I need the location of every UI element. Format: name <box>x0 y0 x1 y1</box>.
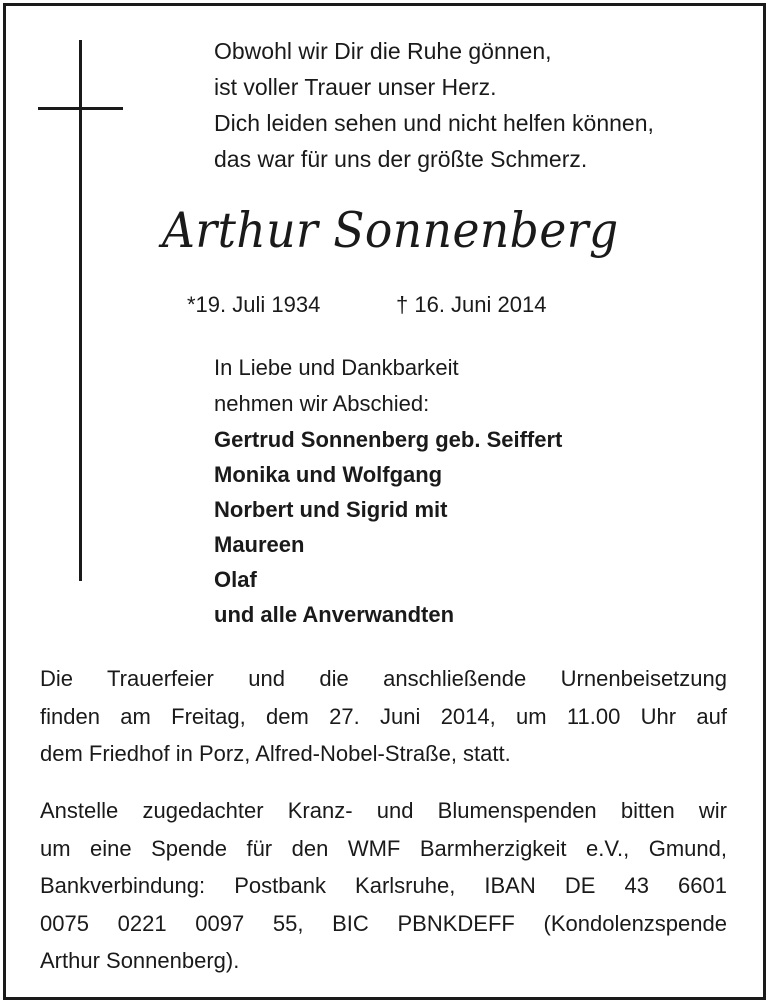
mourner-name: Olaf <box>214 567 257 592</box>
funeral-notice-line: dem Friedhof in Porz, Alfred-Nobel-Straße, statt. <box>40 741 511 766</box>
poem-line: Dich leiden sehen und nicht helfen können, <box>214 110 654 136</box>
donation-notice-line: um eine Spende für den WMF Barmherzigkeit e.V., Gmund, <box>40 835 727 861</box>
farewell-line: In Liebe und Dankbarkeit <box>214 355 459 380</box>
cross-icon-crossbar <box>38 107 123 110</box>
mourner-name: Norbert und Sigrid mit <box>214 497 448 522</box>
mourner-name: Monika und Wolfgang <box>214 462 443 487</box>
funeral-notice-line: finden am Freitag, dem 27. Juni 2014, um 11.00 Uhr auf <box>40 703 727 729</box>
cross-icon <box>79 40 82 581</box>
farewell-text <box>214 350 459 422</box>
birth-date: *19. Juli 1934 <box>187 292 321 317</box>
funeral-notice-line: Die Trauerfeier und die anschließende Urnenbeisetzung <box>40 666 727 691</box>
death-date: † 16. Juni 2014 <box>396 292 547 317</box>
donation-notice-line: Anstelle zugedachter Kranz- und Blumenspenden bitten wir <box>40 798 727 823</box>
deceased-name: Arthur Sonnenberg <box>162 202 619 259</box>
farewell-line: nehmen wir Abschied: <box>214 391 430 416</box>
donation-notice <box>40 792 727 980</box>
poem-line: ist voller Trauer unser Herz. <box>214 74 497 100</box>
donation-notice-line: Arthur Sonnenberg). <box>40 948 240 973</box>
donation-notice-line: 0075 0221 0097 55, BIC PBNKDEFF (Kondolenzspende <box>40 910 727 936</box>
mourner-name: und alle Anverwandten <box>214 602 455 627</box>
poem-line: Obwohl wir Dir die Ruhe gönnen, <box>214 38 552 64</box>
mourner-name: Gertrud Sonnenberg geb. Seiffert <box>214 427 563 452</box>
mourners-list <box>214 422 562 632</box>
memorial-poem <box>214 33 654 177</box>
donation-notice-line: Bankverbindung: Postbank Karlsruhe, IBAN DE 43 6601 <box>40 873 727 898</box>
poem-line: das war für uns der größte Schmerz. <box>214 146 588 172</box>
funeral-notice <box>40 660 727 773</box>
mourner-name: Maureen <box>214 532 305 557</box>
